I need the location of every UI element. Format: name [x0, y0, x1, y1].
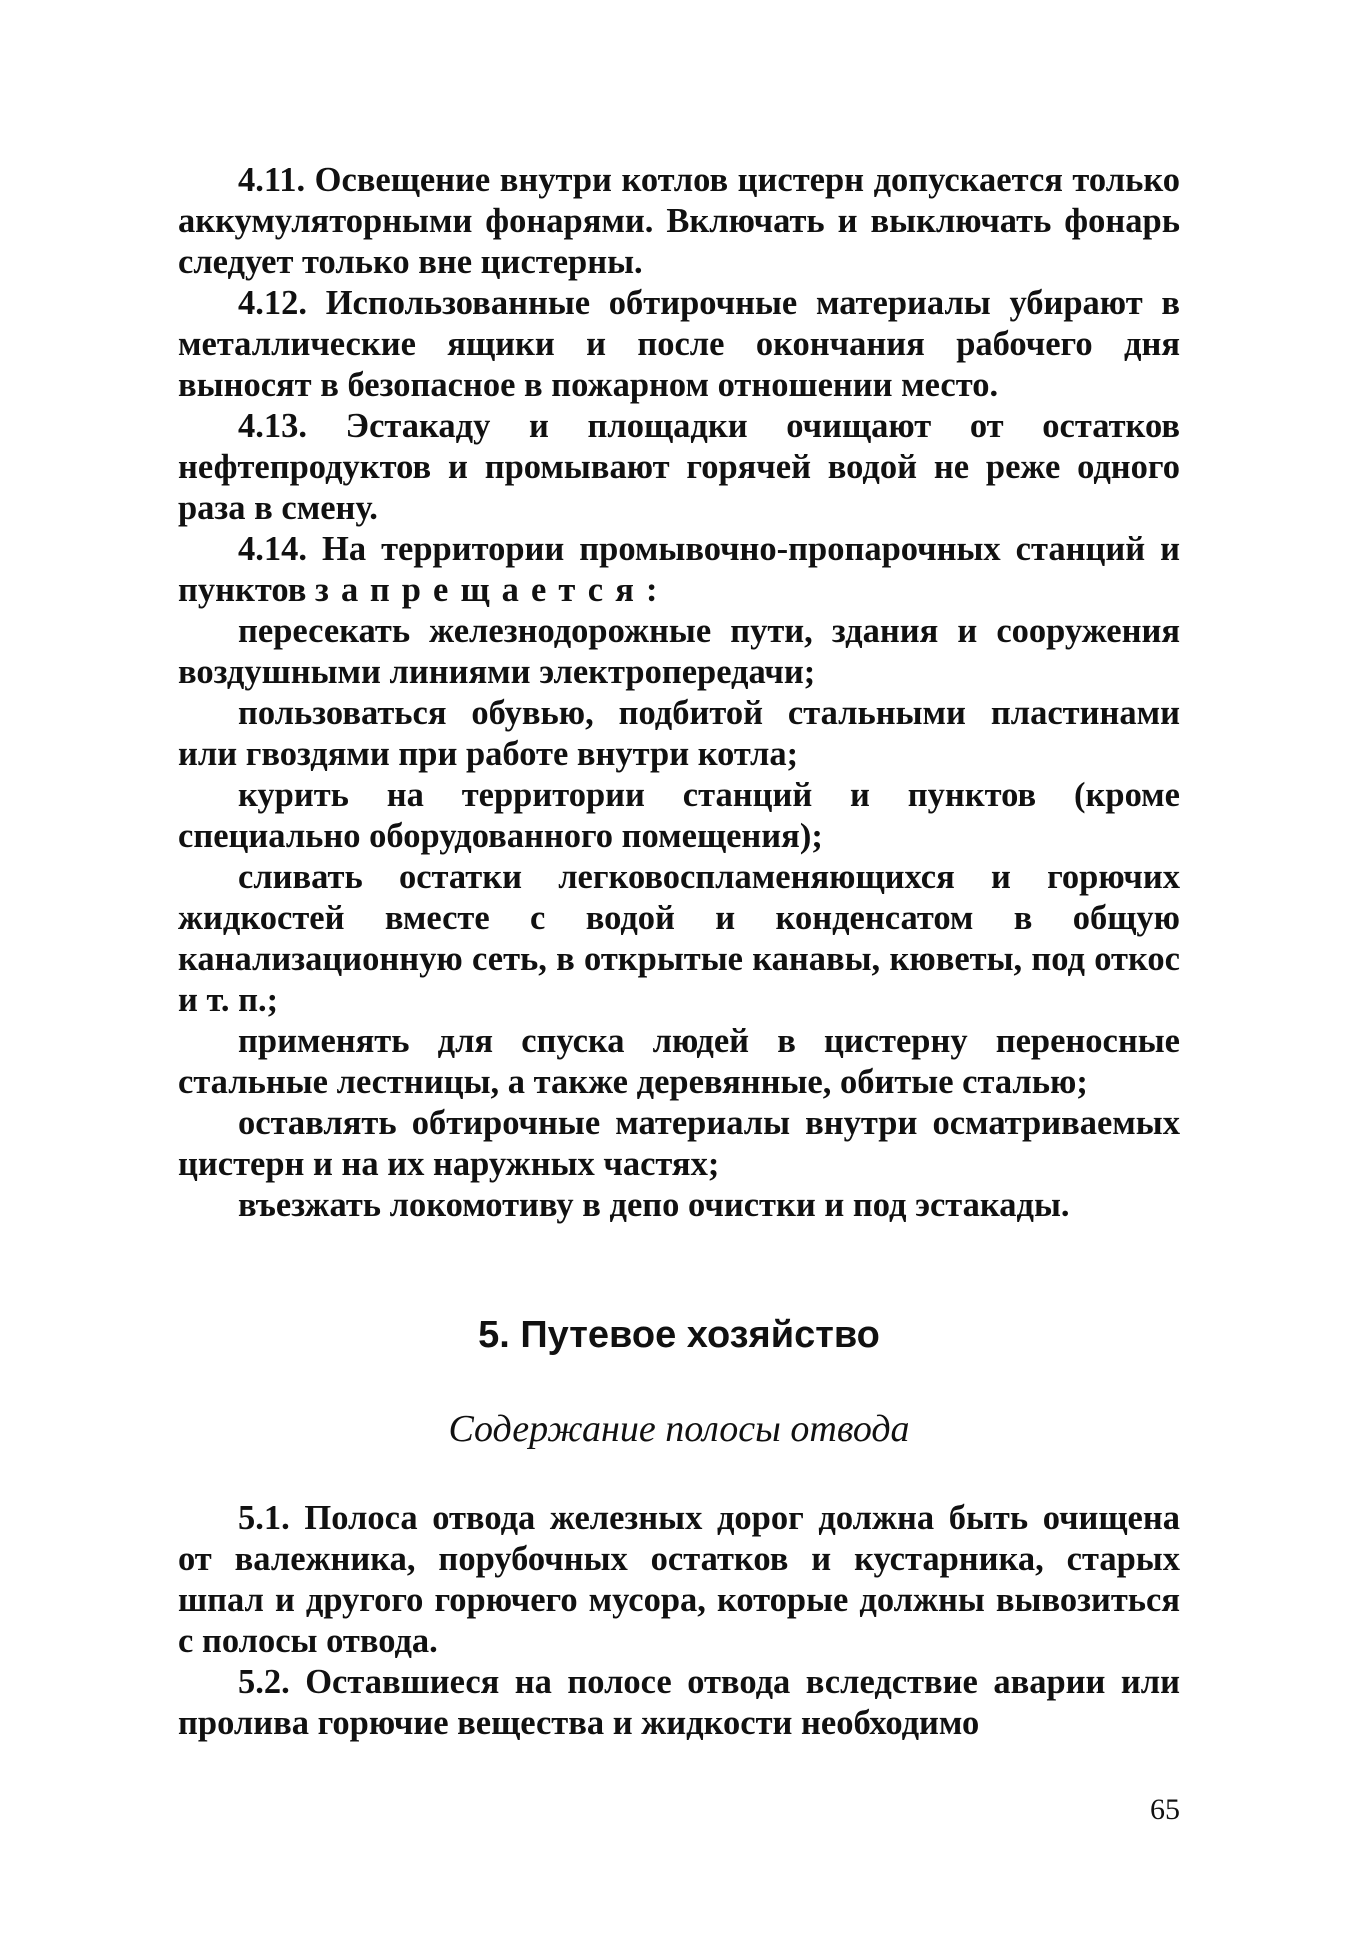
paragraph-4-11: 4.11. Освещение внутри котлов цистерн допускается только аккумуляторными фонарями. Включать и выключать фонарь следует только вне цистерны. [178, 161, 1180, 281]
paragraph-4-14-intro: 4.14. На территории промывочно-пропарочных станций и пунктов [178, 530, 1180, 609]
paragraph-4-14-colon: : [645, 571, 658, 609]
prohibition-item: пересекать железнодорожные пути, здания и сооружения воздушными линиями электропередачи; [178, 612, 1180, 691]
page-number: 65 [1150, 1793, 1180, 1826]
paragraph-4-12: 4.12. Использованные обтирочные материалы убирают в металлические ящики и после окончания рабочего дня выносят в безопасное в пожарном отношении место. [178, 284, 1180, 404]
paragraph-4-13: 4.13. Эстакаду и площадки очищают от остатков нефтепродуктов и промывают горячей водой не реже одного раза в смену. [178, 407, 1180, 527]
prohibition-item: курить на территории станций и пунктов (кроме специально оборудованного помещения); [178, 776, 1180, 855]
prohibition-item: применять для спуска людей в цистерну переносные стальные лестницы, а также деревянные, обитые сталью; [178, 1022, 1180, 1101]
prohibition-item: оставлять обтирочные материалы внутри осматриваемых цистерн и на их наружных частях; [178, 1104, 1180, 1183]
paragraph-5-1: 5.1. Полоса отвода железных дорог должна быть очищена от валежника, порубочных остатков и кустарника, старых шпал и другого горючего мусора, которые должны вывозиться с полосы отвода. [178, 1499, 1180, 1660]
prohibition-item: въезжать локомотиву в депо очистки и под эстакады. [238, 1186, 1070, 1224]
paragraph-5-2: 5.2. Оставшиеся на полосе отвода вследствие аварии или пролива горючие вещества и жидкости необходимо [178, 1663, 1180, 1742]
emphasis-zapreshchaetsya: запрещается [315, 571, 646, 609]
prohibition-item: сливать остатки легковоспламеняющихся и горючих жидкостей вместе с водой и конденсатом в общую канализационную сеть, в открытые канавы, кюветы, под откос и т. п.; [178, 858, 1180, 1019]
section-subtitle: Содержание полосы отвода [448, 1408, 910, 1450]
paragraph-4-14 [178, 529, 1180, 611]
section-title: 5. Путевое хозяйство [478, 1314, 880, 1356]
document-page [178, 160, 1180, 1744]
prohibition-item: пользоваться обувью, подбитой стальными пластинами или гвоздями при работе внутри котла; [178, 694, 1180, 773]
